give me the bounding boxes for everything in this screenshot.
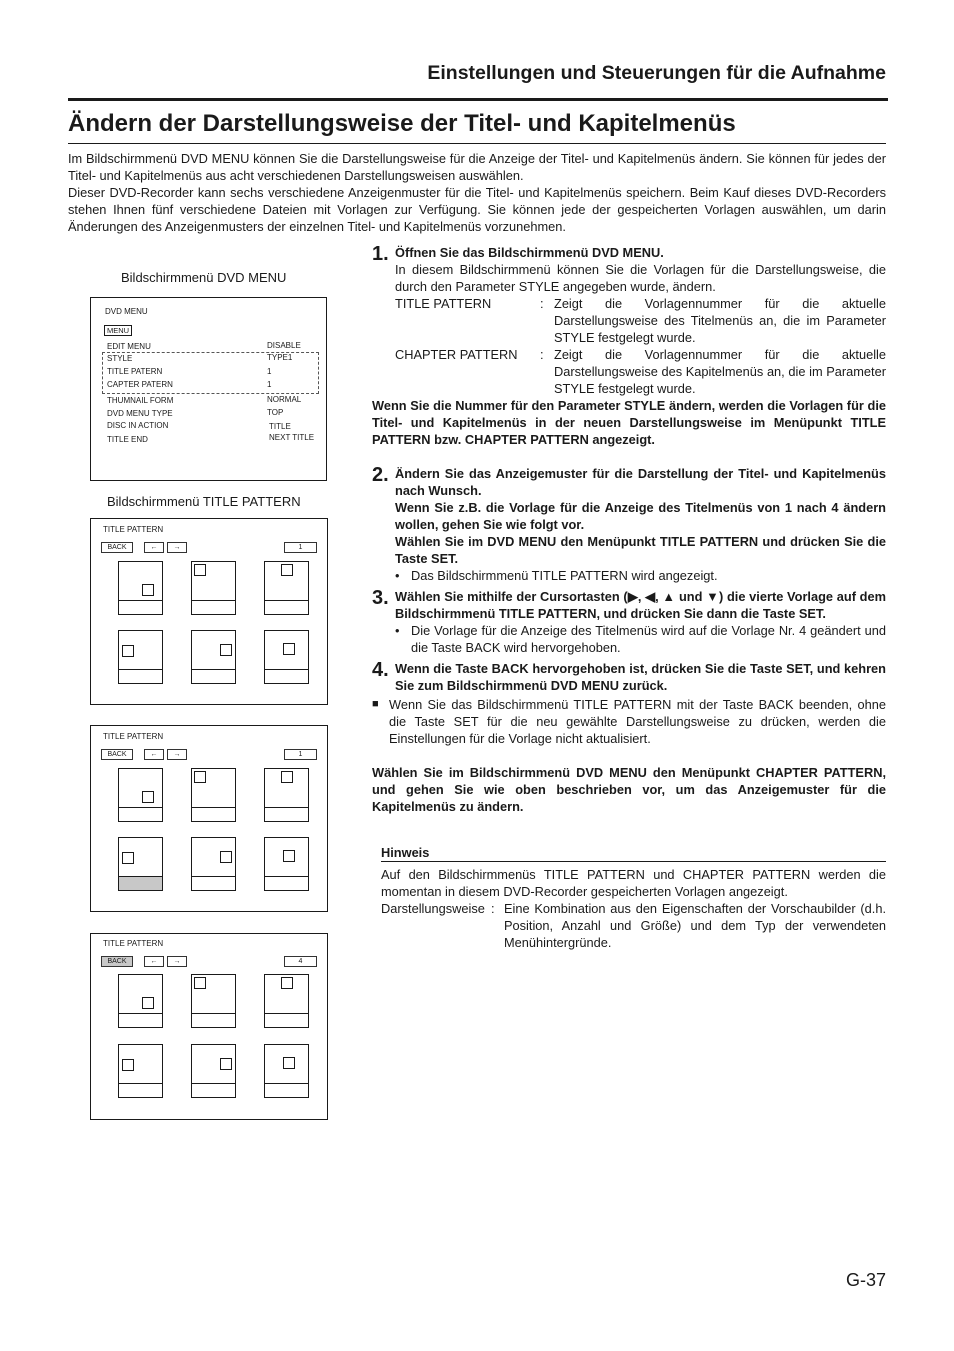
- template-thumbnail: [118, 974, 163, 1028]
- hint-body: [381, 866, 886, 951]
- definition-colon: :: [540, 296, 544, 311]
- menu-row-label: EDIT MENU: [107, 342, 151, 351]
- menu-row-value: TYPE1: [267, 353, 293, 362]
- template-thumbnail: [264, 561, 309, 615]
- menu-row-label: THUMNAIL FORM: [107, 396, 174, 405]
- template-thumbnail: [191, 561, 236, 615]
- left-arrow-icon: ←: [144, 749, 164, 760]
- definition-colon: :: [540, 347, 544, 362]
- template-thumbnail: [118, 768, 163, 822]
- right-arrow-icon: →: [167, 749, 187, 760]
- title-pattern-caption: Bildschirmmenü TITLE PATTERN: [107, 494, 301, 509]
- step-heading: Wenn die Taste BACK hervorgehoben ist, drücken Sie die Taste SET, und kehren Sie zum Bildschirmmenü DVD MENU zurück.: [395, 661, 886, 693]
- hint-title: Hinweis: [381, 845, 886, 862]
- page-title: Ändern der Darstellungsweise der Titel- und Kapitelmenüs: [68, 110, 736, 137]
- title-pattern-screen: [90, 518, 328, 705]
- steps: [372, 244, 886, 815]
- title-rule: [68, 143, 886, 144]
- pattern-number: 4: [284, 956, 317, 967]
- template-thumbnail: [264, 1044, 309, 1098]
- back-button: BACK: [101, 749, 133, 760]
- definition-desc: Zeigt die Vorlagennummer für die aktuelle Darstellungsweise des Titelmenüs an, die im Parameter STYLE festgelegt wurde.: [554, 296, 886, 345]
- note-text: Wenn Sie das Bildschirmmenü TITLE PATTERN mit der Taste BACK beenden, ohne die Taste SET für die neu gewählte Darstellungsweise zu drücken, werden die Einstellungen für die Vorlage nicht aktualisiert.: [389, 697, 886, 746]
- hint-definition: [381, 900, 886, 951]
- bullet-text: Das Bildschirmmenü TITLE PATTERN wird angezeigt.: [411, 568, 718, 583]
- pattern-number: 1: [284, 749, 317, 760]
- hint-term: Darstellungsweise: [381, 901, 485, 916]
- step-body: Wenn Sie z.B. die Vorlage für die Anzeige des Titelmenüs von 1 nach 4 ändern wollen, gehen Sie wie folgt vor.: [395, 500, 886, 532]
- bullet-mark: •: [395, 568, 400, 583]
- definition-desc: Zeigt die Vorlagennummer für die aktuelle Darstellungsweise des Kapitelmenüs an, die im Parameter STYLE festgelegt wurde.: [554, 347, 886, 396]
- hint-colon: :: [491, 901, 495, 916]
- section-title: Einstellungen und Steuerungen für die Aufnahme: [427, 62, 886, 84]
- definition-row: [395, 295, 886, 346]
- template-thumbnail: [118, 561, 163, 615]
- dvd-menu-screen: [90, 297, 327, 481]
- intro-text: [68, 150, 886, 235]
- menu-row-label: STYLE: [107, 354, 133, 363]
- right-arrow-icon: →: [167, 542, 187, 553]
- template-thumbnail: [191, 837, 236, 891]
- definition-list: [395, 295, 886, 397]
- definition-row: [395, 346, 886, 397]
- menu-row-label: TITLE PATERN: [107, 367, 163, 376]
- menu-row-label: CAPTER PATERN: [107, 380, 173, 389]
- template-thumbnail: [264, 837, 309, 891]
- header-rule: [68, 98, 888, 101]
- template-thumbnail: [191, 768, 236, 822]
- right-arrow-icon: →: [167, 956, 187, 967]
- step-heading: Wählen Sie mithilfe der Cursortasten (▶, ◀, ▲ und ▼) die vierte Vorlage auf dem Bildschirmmenü TITLE PATTERN, und drücken Sie dann die Taste SET.: [395, 589, 886, 621]
- bullet-item: [395, 622, 886, 656]
- step-number: 4.: [372, 659, 389, 681]
- template-thumbnail: [191, 1044, 236, 1098]
- menu-row-value: NORMAL: [267, 395, 302, 404]
- menu-row-label: DVD MENU TYPE: [107, 409, 173, 418]
- template-thumbnail: [191, 630, 236, 684]
- step-body: Wählen Sie im DVD MENU den Menüpunkt TITLE PATTERN und drücken Sie die Taste SET.: [395, 534, 886, 566]
- style-note: Wenn Sie die Nummer für den Parameter STYLE ändern, werden die Vorlagen für die Titel- und Kapitelmenüs in der neuen Darstellungsweise im Menüpunkt TITLE PATTERN bzw. CHAPTER PATTERN angezeigt.: [372, 398, 886, 447]
- step-body: In diesem Bildschirmmenü können Sie die Vorlagen für die Darstellungsweise, die durch den Parameter STYLE angegeben wurde, ändern.: [395, 262, 886, 294]
- hint-text: Auf den Bildschirmmenüs TITLE PATTERN und CHAPTER PATTERN werden die momentan in diesem DVD-Recorder gespeicherten Vorlagen angezeigt.: [381, 867, 886, 899]
- menu-row-label: TITLE END: [107, 435, 148, 444]
- square-bullet-icon: ■: [372, 698, 379, 710]
- menu-row-value: DISABLE: [267, 341, 301, 350]
- hint-desc: Eine Kombination aus den Eigenschaften der Vorschaubilder (d.h. Position, Anzahl und Größe) und dem Typ der verwendeten Menühintergründe.: [504, 901, 886, 950]
- step-1: [372, 244, 886, 397]
- step-number: 1.: [372, 243, 389, 265]
- menu-row-value: 1: [267, 367, 272, 376]
- step-number: 3.: [372, 587, 389, 609]
- bullet-item: [395, 567, 886, 584]
- dvd-menu-screen-title: DVD MENU: [105, 307, 148, 316]
- template-thumbnail: [118, 1044, 163, 1098]
- left-arrow-icon: ←: [144, 956, 164, 967]
- intro-paragraph-1: Im Bildschirmmenü DVD MENU können Sie die Darstellungsweise für die Anzeige der Titel- und Kapitelmenüs ändern. Sie können für jedes der Titel- und Kapitelmenüs aus acht verschiedenen Darstellungsweisen auswählen.: [68, 151, 886, 183]
- page-number: G-37: [845, 1270, 886, 1290]
- definition-term: TITLE PATTERN: [395, 296, 492, 311]
- dvd-menu-caption: Bildschirmmenü DVD MENU: [121, 270, 287, 285]
- menu-tab: MENU: [104, 325, 132, 336]
- template-thumbnail: [118, 630, 163, 684]
- note-item: [372, 696, 886, 747]
- title-pattern-screen-selected: [90, 725, 328, 912]
- template-thumbnail: [264, 974, 309, 1028]
- template-thumbnail: [264, 768, 309, 822]
- screen-title: TITLE PATTERN: [103, 732, 164, 741]
- menu-row-value: TOP: [267, 408, 284, 417]
- pattern-number: 1: [284, 542, 317, 553]
- left-arrow-icon: ←: [144, 542, 164, 553]
- template-thumbnail-selected: [118, 837, 163, 891]
- step-heading: Ändern Sie das Anzeigemuster für die Darstellung der Titel- und Kapitelmenüs nach Wunsch.: [395, 466, 886, 498]
- bullet-mark: •: [395, 623, 400, 638]
- screen-title: TITLE PATTERN: [103, 939, 164, 948]
- title-pattern-screen-back: [90, 933, 328, 1120]
- definition-term: CHAPTER PATTERN: [395, 347, 518, 362]
- step-heading: Öffnen Sie das Bildschirmmenü DVD MENU.: [395, 245, 664, 260]
- step-4: [372, 660, 886, 694]
- menu-row-value: NEXT TITLE: [269, 433, 315, 442]
- step-3: [372, 588, 886, 656]
- screen-title: TITLE PATTERN: [103, 525, 164, 534]
- menu-row-label: DISC IN ACTION: [107, 421, 169, 430]
- chapter-instruction: Wählen Sie im Bildschirmmenü DVD MENU den Menüpunkt CHAPTER PATTERN, und gehen Sie wie oben beschrieben vor, um das Anzeigemuster für die Kapitelmenüs zu ändern.: [372, 765, 886, 814]
- step-2: [372, 465, 886, 584]
- step-number: 2.: [372, 464, 389, 486]
- template-thumbnail: [264, 630, 309, 684]
- bullet-text: Die Vorlage für die Anzeige des Titelmenüs wird auf die Vorlage Nr. 4 geändert und die Taste BACK wird hervorgehoben.: [411, 623, 886, 655]
- menu-row-value: TITLE: [269, 422, 291, 431]
- intro-paragraph-2: Dieser DVD-Recorder kann sechs verschiedene Anzeigenmuster für die Titel- und Kapitelmenüs speichern. Beim Kauf dieses DVD-Recorders stehen Ihnen fünf verschiedene Dateien mit Vorlagen zur Verfügung. Sie können jede der gespeicherten Vorlagen auswählen, um darin Änderungen des Anzeigenmusters der einzelnen Titel- und Kapitelmenüs vorzunehmen.: [68, 185, 886, 234]
- back-button-highlighted: BACK: [101, 956, 133, 967]
- menu-row-value: 1: [267, 380, 272, 389]
- back-button: BACK: [101, 542, 133, 553]
- template-thumbnail: [191, 974, 236, 1028]
